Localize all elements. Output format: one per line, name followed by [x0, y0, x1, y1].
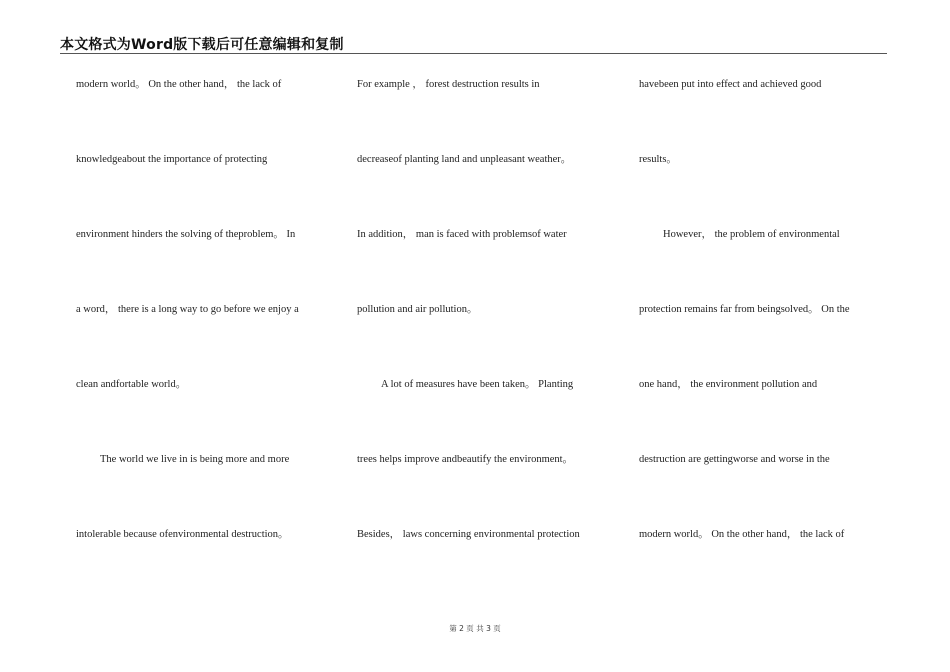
page-number-footer: 第 2 页 共 3 页 [449, 624, 501, 633]
text-line: In addition， man is faced with problemsof water [357, 229, 567, 240]
text-line: destruction are gettingworse and worse in the [639, 454, 830, 465]
document-header-title: 本文格式为Word版下载后可任意编辑和复制 [60, 37, 344, 53]
text-line: clean andfortable world。 [76, 379, 187, 390]
text-line: one hand， the environment pollution and [639, 379, 818, 390]
text-line: trees helps improve andbeautify the environment。 [357, 454, 574, 465]
text-line: protection remains far from beingsolved。 On the [639, 304, 850, 315]
text-line: For example ， forest destruction results in [357, 79, 540, 90]
text-line: a word， there is a long way to go before we enjoy a [76, 304, 299, 315]
text-line: knowledgeabout the importance of protecting [76, 154, 268, 165]
text-line: modern world。 On the other hand， the lack of [76, 79, 282, 90]
text-line: intolerable because ofenvironmental destruction。 [76, 529, 289, 540]
text-line: A lot of measures have been taken。 Planting [381, 379, 574, 390]
text-line: results。 [639, 154, 677, 165]
text-line: havebeen put into effect and achieved good [639, 79, 822, 90]
text-line: modern world。 On the other hand， the lack of [639, 529, 845, 540]
text-line: decreaseof planting land and unpleasant weather。 [357, 154, 572, 165]
text-line: environment hinders the solving of theproblem。 In [76, 229, 296, 240]
text-line: However， the problem of environmental [663, 229, 840, 240]
text-line: pollution and air pollution。 [357, 304, 478, 315]
text-line: Besides， laws concerning environmental protection [357, 529, 580, 540]
text-line: The world we live in is being more and more [100, 454, 290, 465]
header-divider [60, 53, 887, 54]
